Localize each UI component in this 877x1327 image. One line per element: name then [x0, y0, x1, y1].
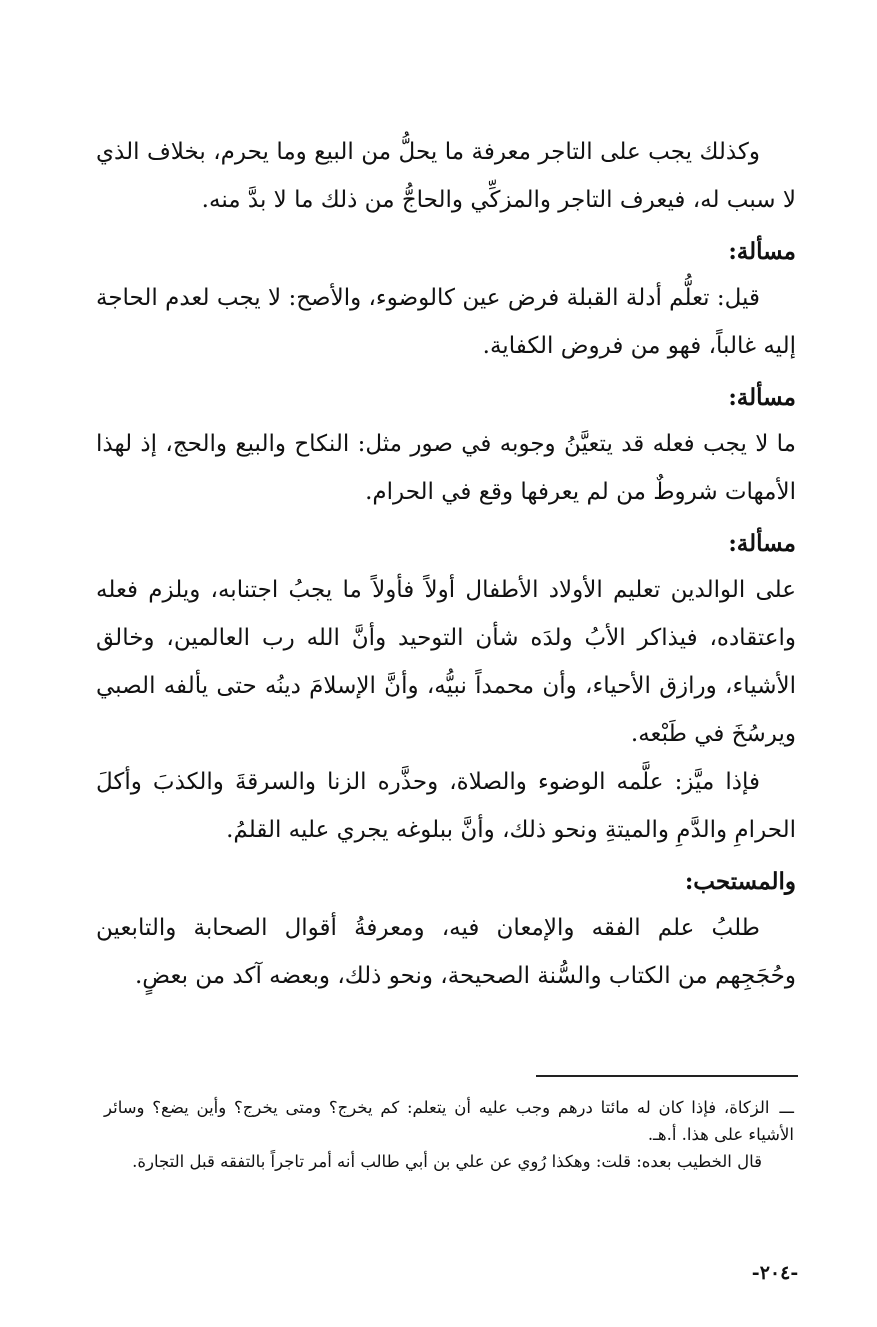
footnote-zakat-text: الزكاة، فإذا كان له مائتا درهم وجب عليه أن يتعلم: كم يخرج؟ ومتى يخرج؟ وأين يضع؟ وسائر الأشياء على هذا. أ.هـ.: [104, 1098, 794, 1144]
footnote-divider: [536, 1075, 798, 1077]
main-text: [96, 128, 796, 1000]
paragraph-age-of-discernment: فإذا ميَّز: علَّمه الوضوء والصلاة، وحذَّره الزنا والسرقةَ والكذبَ وأكلَ الحرامِ والدَّمِ والميتةِ ونحو ذلك، وأنَّ ببلوغه يجري عليه القلمُ.: [96, 769, 796, 843]
page-number: -٢٠٤-: [751, 1262, 799, 1284]
paragraph-seeking-fiqh: طلبُ علم الفقه والإمعان فيه، ومعرفةُ أقوال الصحابة والتابعين وحُجَجِهم من الكتاب والسُّنة الصحيحة، ونحو ذلك، وبعضه آكد من بعضٍ.: [96, 915, 796, 989]
footnote-continuation-marker: ـــ: [779, 1098, 794, 1117]
paragraph-trader-knowledge: وكذلك يجب على التاجر معرفة ما يحلُّ من البيع وما يحرم، بخلاف الذي لا سبب له، فيعرف التاجر والمزكِّي والحاجُّ من ذلك ما لا بدَّ منه.: [96, 139, 796, 213]
section-heading-recommended: والمستحب:: [684, 868, 796, 895]
footnote-zakat: [104, 1094, 794, 1148]
footnotes: [104, 1094, 794, 1175]
section-heading-masala-3: مسألة:: [728, 530, 796, 557]
section-heading-masala-1: مسألة:: [728, 238, 796, 265]
footnote-khatib: [104, 1148, 794, 1175]
section-heading-masala-2: مسألة:: [728, 384, 796, 411]
footnote-khatib-text: قال الخطيب بعده: قلت: وهكذا رُوي عن علي بن أبي طالب أنه أمر تاجراً بالتفقه قبل التجارة.: [132, 1152, 762, 1171]
paragraph-qibla-evidence: قيل: تعلُّم أدلة القبلة فرض عين كالوضوء، والأصح: لا يجب لعدم الحاجة إليه غالباً، فهو من فروض الكفاية.: [96, 285, 796, 359]
paragraph-parents-teaching: على الوالدين تعليم الأولاد الأطفال أولاً فأولاً ما يجبُ اجتنابه، ويلزم فعله واعتقاده، فيذاكر الأبُ ولدَه شأن التوحيد وأنَّ الله رب العالمين، وخالق الأشياء، ورازق الأحياء، وأن محمداً نبيُّه، وأنَّ الإسلامَ دينُه حتى يألفه الصبي ويرسُخَ في طَبْعه.: [96, 577, 796, 747]
paragraph-conditional-obligation: ما لا يجب فعله قد يتعيَّنُ وجوبه في صور مثل: النكاح والبيع والحج، إذ لهذا الأمهات شروطٌ من لم يعرفها وقع في الحرام.: [96, 431, 796, 505]
